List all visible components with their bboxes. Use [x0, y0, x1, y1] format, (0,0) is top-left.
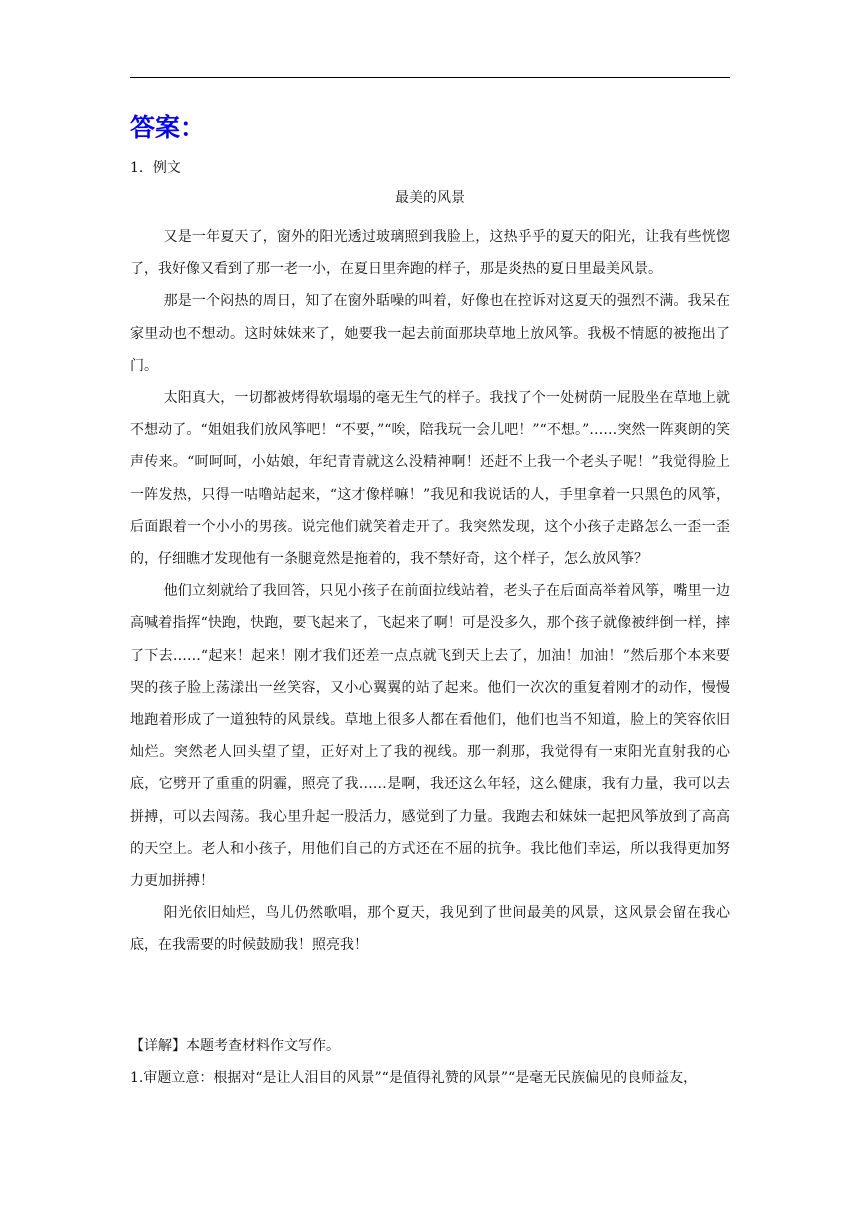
essay-title: 最美的风景: [395, 190, 465, 206]
essay-paragraph: 阳光依旧灿烂，鸟儿仍然歌唱，那个夏天，我见到了世间最美的风景，这风景会留在我心底，在我需要的时候鼓励我！照亮我！: [130, 905, 730, 954]
top-divider: [130, 77, 730, 78]
question-number-label: 1．例文: [130, 160, 181, 176]
essay-paragraph: 他们立刻就给了我回答，只见小孩子在前面拉线站着，老头子在后面高举着风筝，嘴里一边高喊着指挥“快跑，快跑，要飞起来了，飞起来了啊！可是没多久，那个孩子就像被绊倒一样，摔了下去……“起来！起来！刚才我们还差一点点就飞到天上去了，加油！加油！”然后那个本来要哭的孩子脸上荡漾出一丝笑容，又小心翼翼的站了起来。他们一次次的重复着刚才的动作，慢慢地跑着形成了一道独特的风景线。草地上很多人都在看他们，他们也当不知道，脸上的笑容依旧灿烂。突然老人回头望了望，正好对上了我的视线。那一刹那，我觉得有一束阳光直射我的心底，它劈开了重重的阴霾，照亮了我……是啊，我还这么年轻，这么健康，我有力量，我可以去拼搏，可以去闯荡。我心里升起一股活力，感觉到了力量。我跑去和妹妹一起把风筝放到了高高的天空上。老人和小孩子，用他们自己的方式还在不屈的抗争。我比他们幸运，所以我得更加努力更加拼搏！: [130, 583, 730, 890]
analysis-point: 1.审题立意：根据对“是让人泪目的风景”“是值得礼赞的风景”“是毫无民族偏见的良师益友，: [130, 1070, 698, 1086]
answer-heading: 答案：: [130, 113, 206, 142]
essay-paragraph: 又是一年夏天了，窗外的阳光透过玻璃照到我脸上，这热乎乎的夏天的阳光，让我有些恍惚了，我好像又看到了那一老一小，在夏日里奔跑的样子，那是炎热的夏日里最美风景。: [130, 229, 730, 278]
essay-paragraph: 太阳真大，一切都被烤得软塌塌的毫无生气的样子。我找了个一处树荫一屁股坐在草地上就不想动了。“姐姐我们放风筝吧！“不要，”“唉，陪我玩一会儿吧！”“不想。”……突然一阵爽朗的笑声传来。“呵呵呵，小姑娘，年纪青青就这么没精神啊！还赶不上我一个老头子呢！”我觉得脸上一阵发热，只得一咕噜站起来，“这才像样嘛！”我见和我说话的人，手里拿着一只黑色的风筝，后面跟着一个小小的男孩。说完他们就笑着走开了。我突然发现，这个小孩子走路怎么一歪一歪的，仔细瞧才发现他有一条腿竟然是拖着的，我不禁好奇，这个样子，怎么放风筝？: [130, 390, 730, 568]
analysis-detail: 【详解】本题考查材料作文写作。: [130, 1038, 340, 1054]
essay-body: [130, 221, 730, 962]
essay-paragraph: 那是一个闷热的周日，知了在窗外聒噪的叫着，好像也在控诉对这夏天的强烈不满。我呆在家里动也不想动。这时妹妹来了，她要我一起去前面那块草地上放风筝。我极不情愿的被拖出了门。: [130, 293, 730, 374]
